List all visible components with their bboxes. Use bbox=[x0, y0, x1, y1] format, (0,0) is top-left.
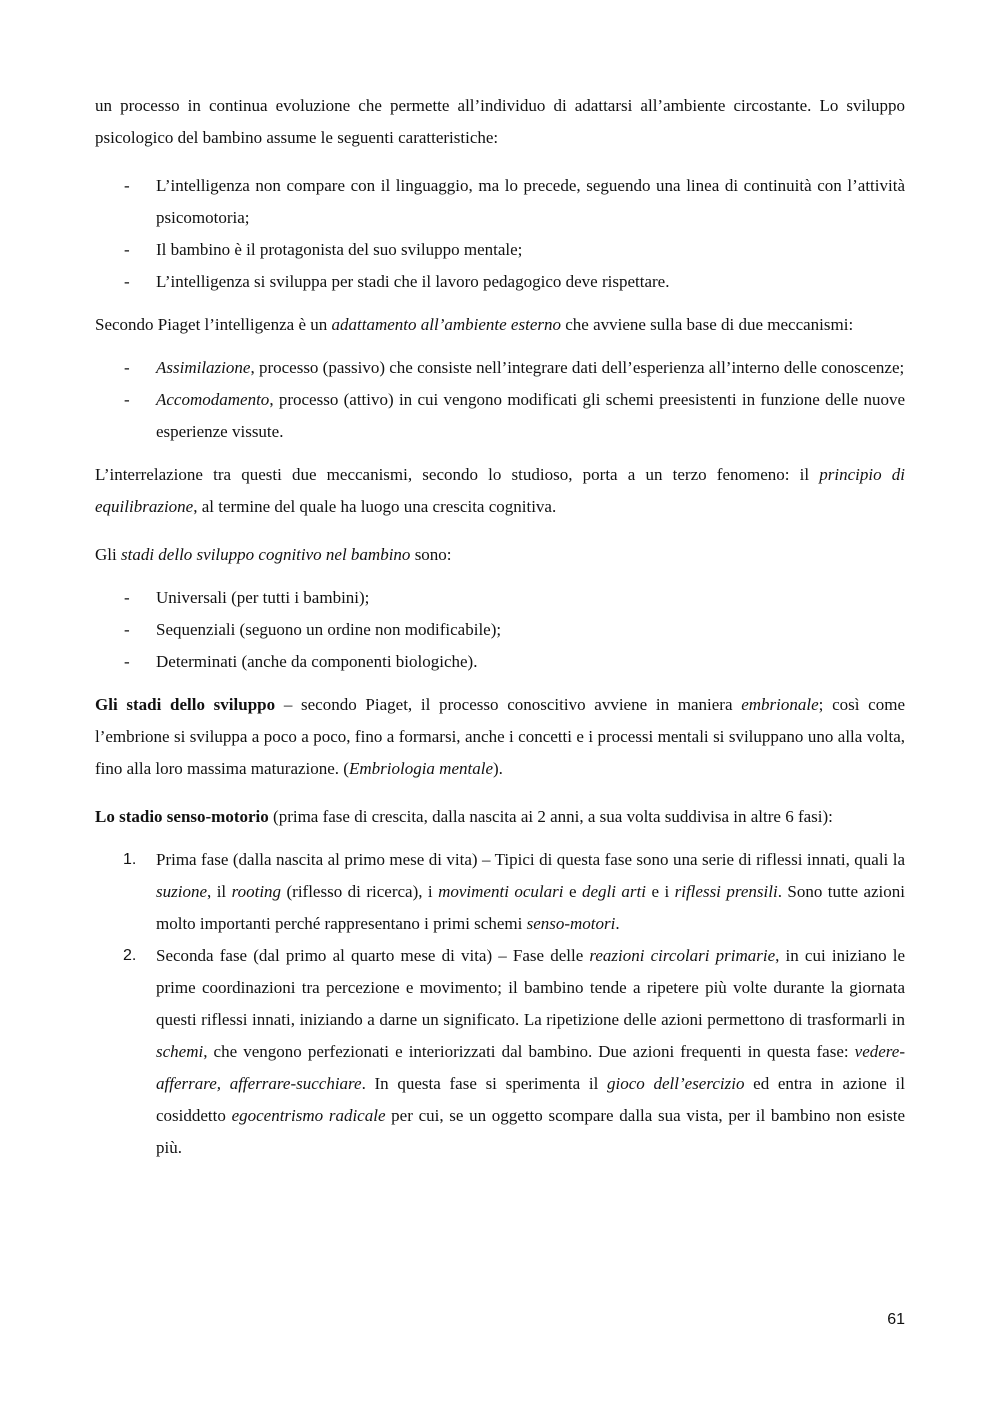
italic-term: schemi bbox=[156, 1042, 204, 1061]
dash-marker: - bbox=[124, 358, 130, 377]
mechanisms-list bbox=[95, 352, 905, 448]
list-item-text: , processo (passivo) che consiste nell’integrare dati dell’esperienza all’interno delle conoscenze; bbox=[250, 358, 905, 377]
paragraph-senso-motorio bbox=[95, 801, 905, 833]
paragraph-interrelazione bbox=[95, 459, 905, 523]
italic-term: vedere-afferrare, afferrare-succhiare bbox=[156, 1042, 905, 1093]
number-marker: 2. bbox=[123, 947, 137, 964]
italic-term: movimenti oculari bbox=[438, 882, 564, 901]
text-run: ed entra in azione il cosiddetto bbox=[156, 1074, 905, 1125]
list-item-text: L’intelligenza non compare con il linguaggio, ma lo precede, seguendo una linea di continuità con l’attività psicomotoria; bbox=[156, 176, 905, 227]
list-item-text: L’intelligenza si sviluppa per stadi che il lavoro pedagogico deve rispettare. bbox=[156, 272, 670, 291]
dash-marker: - bbox=[124, 620, 130, 639]
dash-marker: - bbox=[124, 272, 130, 291]
italic-term: Accomodamento bbox=[156, 390, 270, 409]
dash-marker: - bbox=[124, 652, 130, 671]
dash-marker: - bbox=[124, 176, 130, 195]
italic-term: egocentrismo radicale bbox=[231, 1106, 386, 1125]
stadi-list bbox=[95, 582, 905, 678]
text-run: (riflesso di ricerca), i bbox=[281, 882, 439, 901]
text-run: Gli bbox=[95, 545, 121, 564]
text-run: ; così come l’embrione si sviluppa a poco a poco, fino a formarsi, anche i concetti e i processi mentali si sviluppano uno alla volta, fino alla loro massima maturazione. ( bbox=[95, 695, 905, 778]
text-run: , al termine del quale ha luogo una crescita cognitiva. bbox=[193, 497, 557, 516]
italic-term: reazioni circolari primarie bbox=[589, 946, 776, 965]
page-number: 61 bbox=[887, 1311, 905, 1328]
italic-term: embrionale bbox=[741, 695, 819, 714]
italic-term: Embriologia mentale bbox=[348, 759, 493, 778]
characteristics-list bbox=[95, 170, 905, 298]
list-item-text: Il bambino è il protagonista del suo sviluppo mentale; bbox=[156, 240, 523, 259]
paragraph-intro bbox=[95, 90, 905, 154]
text-run: sono: bbox=[410, 545, 452, 564]
list-item bbox=[95, 170, 905, 234]
italic-term: stadi dello sviluppo cognitivo nel bambino bbox=[120, 545, 411, 564]
paragraph-stadi bbox=[95, 539, 905, 571]
italic-term: Assimilazione bbox=[156, 358, 251, 377]
dash-marker: - bbox=[124, 390, 130, 409]
italic-term: suzione bbox=[156, 882, 207, 901]
list-item-text: Determinati (anche da componenti biologiche). bbox=[156, 652, 478, 671]
list-item bbox=[95, 844, 905, 940]
dash-marker: - bbox=[124, 240, 130, 259]
text-run: L’interrelazione tra questi due meccanismi, secondo lo studioso, porta a un terzo fenomeno: il bbox=[95, 465, 820, 484]
list-item bbox=[95, 384, 905, 448]
list-item bbox=[95, 940, 905, 1164]
italic-term: rooting bbox=[231, 882, 282, 901]
list-item-text: Universali (per tutti i bambini); bbox=[156, 588, 370, 607]
list-item bbox=[95, 582, 905, 614]
text-run: e bbox=[563, 882, 582, 901]
list-item-text: , processo (attivo) in cui vengono modificati gli schemi preesistenti in funzione delle nuove esperienze vissute. bbox=[156, 390, 905, 441]
paragraph-intro-text: un processo in continua evoluzione che permette all’individuo di adattarsi all’ambiente circostante. Lo sviluppo psicologico del bambino assume le seguenti caratteristiche: bbox=[95, 96, 905, 147]
list-item bbox=[95, 352, 905, 384]
paragraph-stadi-sviluppo bbox=[95, 689, 905, 785]
text-run: , che vengono perfezionati e interiorizzati dal bambino. Due azioni frequenti in questa fase: bbox=[203, 1042, 855, 1061]
italic-term: adattamento all’ambiente esterno bbox=[331, 315, 561, 334]
text-run: . Sono tutte azioni molto importanti perché rappresentano i primi schemi bbox=[156, 882, 906, 933]
dash-marker: - bbox=[124, 588, 130, 607]
list-item bbox=[95, 614, 905, 646]
text-run: Secondo Piaget l’intelligenza è un bbox=[95, 315, 332, 334]
text-run: . bbox=[615, 914, 620, 933]
italic-term: degli arti bbox=[581, 882, 646, 901]
fasi-list bbox=[95, 844, 905, 1164]
text-run: e i bbox=[645, 882, 675, 901]
text-run: – secondo Piaget, il processo conoscitivo avviene in maniera bbox=[275, 695, 742, 714]
text-run: Prima fase (dalla nascita al primo mese di vita) – Tipici di questa fase sono una serie di riflessi innati, quali la bbox=[156, 850, 905, 869]
text-run: (prima fase di crescita, dalla nascita ai 2 anni, a sua volta suddivisa in altre 6 fasi): bbox=[268, 807, 833, 826]
bold-heading: Gli stadi dello sviluppo bbox=[95, 695, 276, 714]
text-run: per cui, se un oggetto scompare dalla sua vista, per il bambino non esiste più. bbox=[156, 1106, 905, 1157]
bold-heading: Lo stadio senso-motorio bbox=[95, 807, 269, 826]
paragraph-adattamento bbox=[95, 309, 905, 341]
italic-term: riflessi prensili bbox=[674, 882, 778, 901]
italic-term: senso-motori bbox=[526, 914, 616, 933]
list-item bbox=[95, 646, 905, 678]
list-item bbox=[95, 266, 905, 298]
list-item-text: Sequenziali (seguono un ordine non modificabile); bbox=[156, 620, 502, 639]
text-run: Seconda fase (dal primo al quarto mese di vita) – Fase delle bbox=[156, 946, 590, 965]
page-content bbox=[95, 90, 905, 1175]
text-run: che avviene sulla base di due meccanismi: bbox=[560, 315, 854, 334]
list-item bbox=[95, 234, 905, 266]
text-run: , in cui iniziano le prime coordinazioni tra percezione e movimento; il bambino tende a ripetere più volte durante la giornata questi riflessi innati, iniziando a darne un significato. La ripetizione delle azioni permettono di trasformarli in bbox=[156, 946, 905, 1029]
italic-term: principio di equilibrazione bbox=[95, 465, 905, 516]
text-run: ). bbox=[493, 759, 503, 778]
number-marker: 1. bbox=[123, 851, 137, 868]
text-run: , il bbox=[207, 882, 232, 901]
italic-term: gioco dell’esercizio bbox=[607, 1074, 745, 1093]
text-run: . In questa fase si sperimenta il bbox=[361, 1074, 608, 1093]
